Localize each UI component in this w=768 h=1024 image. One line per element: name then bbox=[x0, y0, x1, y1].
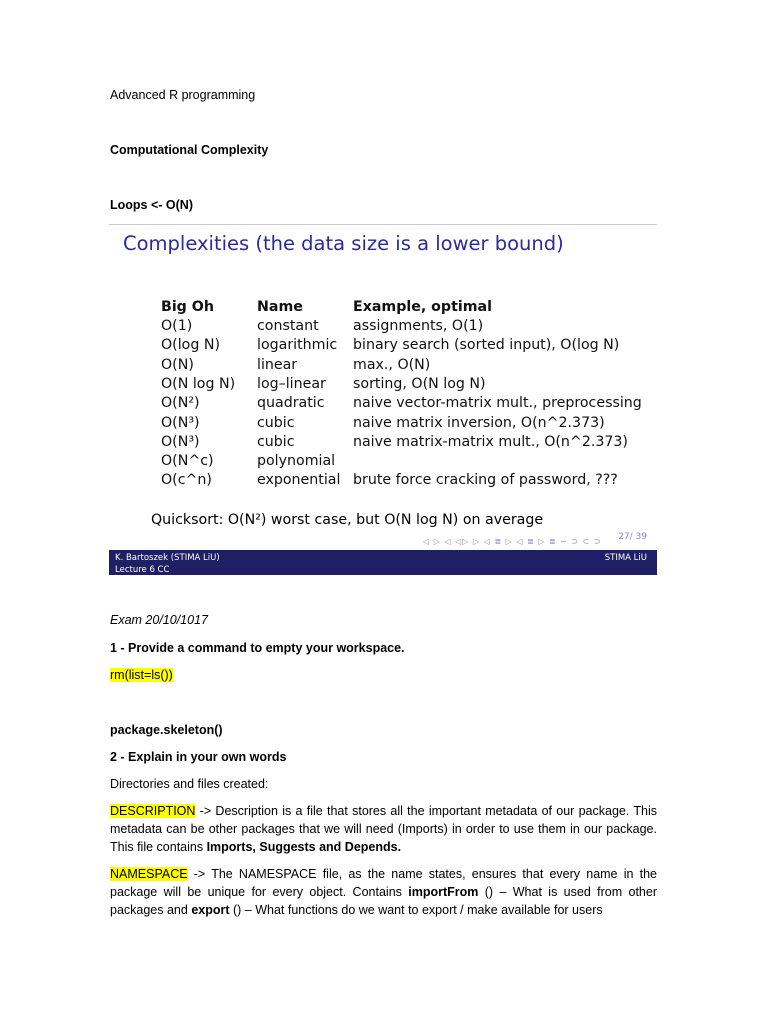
row-example: brute force cracking of password, ??? bbox=[353, 472, 618, 488]
namespace-text-2: () – What is used from other packages and bbox=[110, 885, 657, 917]
beamer-navigation-icons: ◁ ▷ ◁ ◁▷ ▷ ◁ ≣ ▷ ◁ ≣ ▷ ≣ ∽ ⊃ ⊂ ⊃ bbox=[423, 537, 602, 546]
row-big-oh: O(c^n) bbox=[161, 472, 212, 488]
section-title: Computational Complexity bbox=[110, 143, 269, 157]
question-1: 1 - Provide a command to empty your workspace. bbox=[110, 641, 405, 655]
description-text: -> Description is a file that stores all the important metadata of our package. This metadata can be other packages that we will need (Imports) in order to use them in our package. This file contains bbox=[110, 804, 657, 854]
directories-line: Directories and files created: bbox=[110, 777, 269, 791]
row-name: exponential bbox=[257, 472, 341, 488]
subsection-title: Loops <- O(N) bbox=[110, 198, 193, 212]
row-example: naive matrix inversion, O(n^2.373) bbox=[353, 415, 605, 431]
answer-1-code: rm(list=ls()) bbox=[110, 668, 173, 682]
complexity-slide-image bbox=[109, 224, 657, 575]
row-name: constant bbox=[257, 318, 319, 334]
row-big-oh: O(N log N) bbox=[161, 376, 236, 392]
header-example: Example, optimal bbox=[353, 299, 492, 315]
namespace-importfrom: importFrom bbox=[408, 885, 479, 899]
question-2: 2 - Explain in your own words bbox=[110, 750, 287, 764]
namespace-text-1: -> The NAMESPACE file, as the name states, ensures that every name in the package will be unique for every object. Contains bbox=[110, 867, 657, 899]
row-big-oh: O(1) bbox=[161, 318, 193, 334]
description-bold-text: Imports, Suggests and Depends. bbox=[206, 840, 402, 854]
footer-lecture: Lecture 6 CC bbox=[115, 565, 170, 575]
row-big-oh: O(N³) bbox=[161, 434, 200, 450]
description-paragraph bbox=[110, 802, 657, 856]
namespace-term: NAMESPACE bbox=[110, 867, 188, 881]
row-big-oh: O(N) bbox=[161, 357, 194, 373]
row-example: assignments, O(1) bbox=[353, 318, 484, 334]
row-example: naive vector-matrix mult., preprocessing bbox=[353, 395, 642, 411]
row-name: log–linear bbox=[257, 376, 326, 392]
row-example: naive matrix-matrix mult., O(n^2.373) bbox=[353, 434, 628, 450]
namespace-paragraph bbox=[110, 865, 657, 919]
row-name: cubic bbox=[257, 415, 295, 431]
description-term: DESCRIPTION bbox=[110, 804, 196, 818]
exam-heading: Exam 20/10/1017 bbox=[110, 613, 208, 627]
header-name: Name bbox=[257, 299, 303, 315]
row-big-oh: O(N³) bbox=[161, 415, 200, 431]
row-example: sorting, O(N log N) bbox=[353, 376, 486, 392]
slide-page-number: 27/ 39 bbox=[618, 532, 647, 542]
quicksort-note: Quicksort: O(N²) worst case, but O(N log N) on average bbox=[151, 512, 544, 528]
footer-author: K. Bartoszek (STIMA LiU) bbox=[115, 553, 220, 563]
package-skeleton-command: package.skeleton() bbox=[110, 723, 223, 737]
slide-footer bbox=[109, 550, 657, 575]
namespace-text-3: () – What functions do we want to export / make available for users bbox=[229, 903, 603, 917]
namespace-export: export bbox=[191, 903, 230, 917]
slide-title: Complexities (the data size is a lower bound) bbox=[123, 232, 564, 255]
footer-institution: STIMA LiU bbox=[604, 553, 647, 563]
row-name: cubic bbox=[257, 434, 295, 450]
row-example: max., O(N) bbox=[353, 357, 431, 373]
row-name: polynomial bbox=[257, 453, 336, 469]
header-big-oh: Big Oh bbox=[161, 299, 214, 315]
row-big-oh: O(N^c) bbox=[161, 453, 214, 469]
row-example: binary search (sorted input), O(log N) bbox=[353, 337, 620, 353]
row-name: linear bbox=[257, 357, 298, 373]
row-big-oh: O(log N) bbox=[161, 337, 220, 353]
row-name: quadratic bbox=[257, 395, 325, 411]
row-name: logarithmic bbox=[257, 337, 338, 353]
row-big-oh: O(N²) bbox=[161, 395, 200, 411]
course-title: Advanced R programming bbox=[110, 88, 256, 102]
